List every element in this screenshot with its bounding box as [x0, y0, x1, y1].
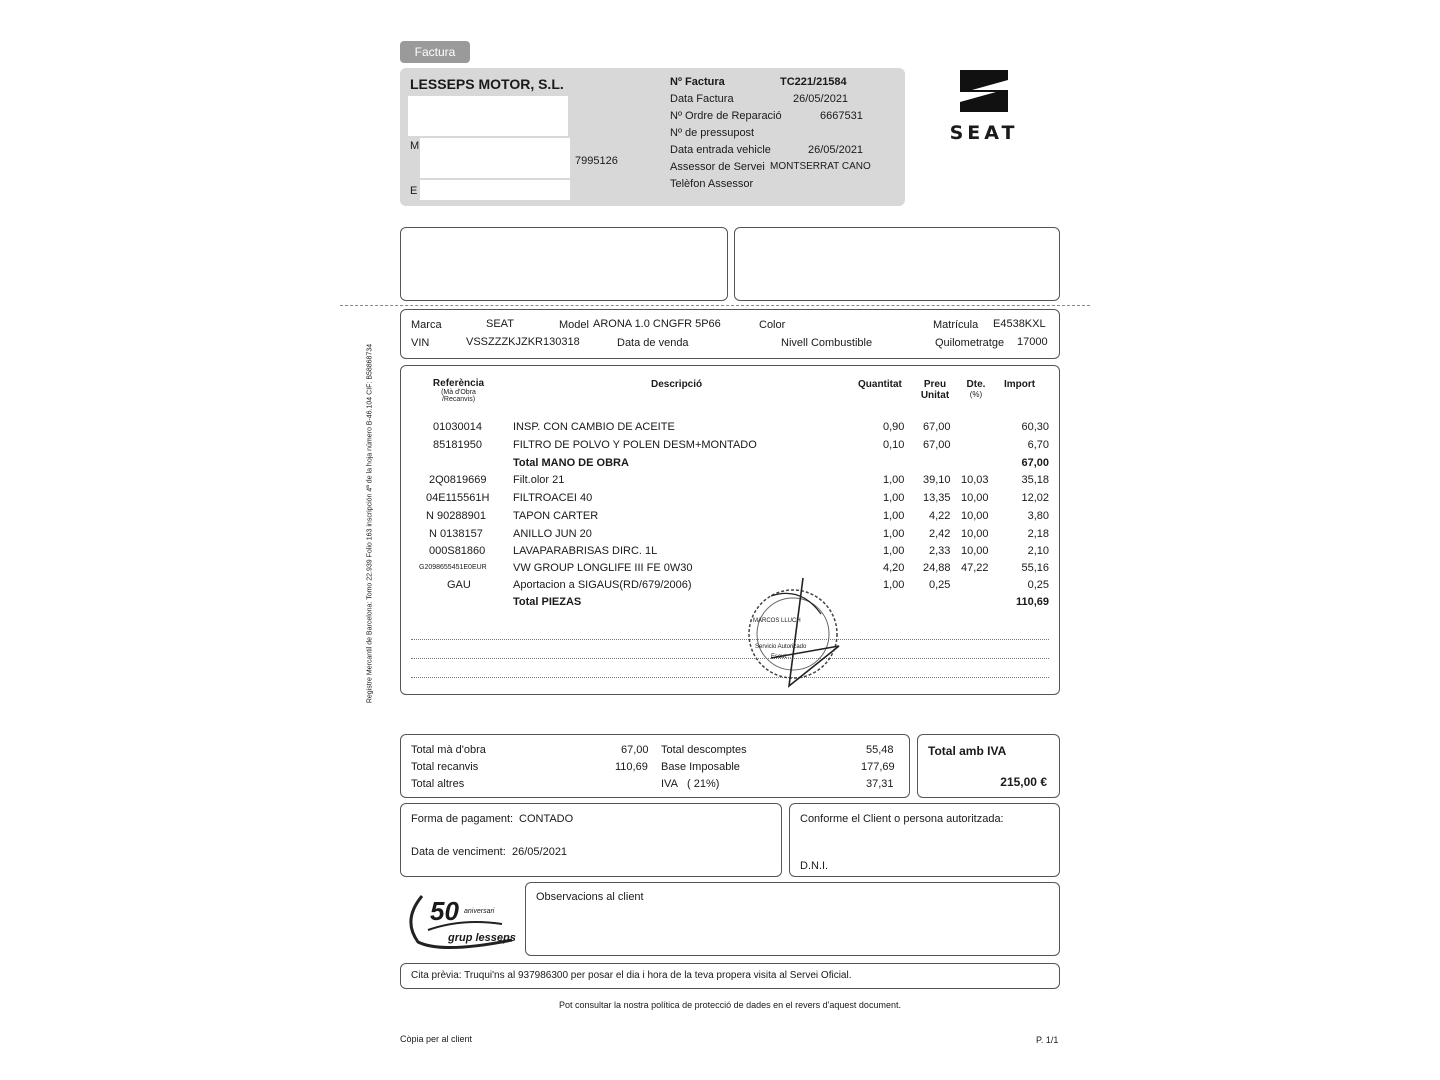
- dni-label: D.N.I.: [800, 860, 829, 872]
- total-discounts-label: Total descomptes: [661, 744, 747, 756]
- cell-qty: 1,00: [883, 545, 905, 557]
- cell-desc: Aportacion a SIGAUS(RD/679/2006): [513, 579, 692, 591]
- vehicle-vin: VSSZZZKJZKR130318: [466, 336, 580, 348]
- cell-ref: 000S81860: [429, 545, 486, 557]
- cell-ref: N 0138157: [429, 528, 483, 540]
- redacted-email: [420, 180, 570, 200]
- vehicle-matricula-label: Matrícula: [933, 319, 979, 331]
- vat-label: IVA: [661, 778, 678, 790]
- stamp-line-3: Escut...: [771, 654, 792, 660]
- cell-price: 13,35: [923, 492, 951, 504]
- cell-amount: 2,10: [1027, 545, 1049, 557]
- vat-amount: 37,31: [866, 778, 894, 790]
- vehicle-model: ARONA 1.0 CNGFR 5P66: [593, 318, 721, 330]
- tax-base: 177,69: [861, 761, 895, 773]
- cell-desc: Filt.olor 21: [513, 474, 565, 486]
- redacted-phone: [420, 138, 570, 178]
- separator-line: [340, 305, 1090, 306]
- cell-price: 2,42: [929, 528, 951, 540]
- seat-logo-text: SEAT: [949, 122, 1019, 144]
- seat-s-icon: [956, 66, 1012, 116]
- header-ref: Referència (Mà d'Obra /Recanvis): [432, 378, 485, 403]
- vehicle-km: 17000: [1017, 336, 1048, 348]
- cell-qty: 0,10: [883, 439, 905, 451]
- company-stamp: [741, 566, 851, 696]
- cell-disc: 47,22: [961, 562, 989, 574]
- seat-logo: [936, 66, 1032, 146]
- total-labour: 67,00: [621, 744, 649, 756]
- company-line-e: E: [410, 185, 418, 197]
- cell-amount: 6,70: [1027, 439, 1049, 451]
- cell-qty: 1,00: [883, 510, 905, 522]
- table-row-subtotal: [401, 596, 1059, 614]
- table-body: [401, 421, 1059, 611]
- cell-disc: 10,00: [961, 492, 989, 504]
- vehicle-marca-label: Marca: [411, 319, 442, 331]
- cell-price: 0,25: [929, 579, 951, 591]
- cell-qty: 1,00: [883, 492, 905, 504]
- vehicle-marca: SEAT: [486, 318, 514, 330]
- empty-rows: [411, 621, 1049, 678]
- table-row: [401, 492, 1059, 510]
- cell-desc: VW GROUP LONGLIFE III FE 0W30: [513, 562, 693, 574]
- grand-total-box: [917, 734, 1060, 798]
- header-amount: Import: [1004, 379, 1036, 390]
- due-date-label: Data de venciment:: [411, 846, 506, 858]
- privacy-note: Pot consultar la nostra política de protecció de dades en el revers d'aquest document.: [559, 1000, 901, 1010]
- observations-label: Observacions al client: [536, 891, 644, 903]
- cell-desc: ANILLO JUN 20: [513, 528, 592, 540]
- invoice-info: Nº Factura TC221/21584 Data Factura 26/05/2021 Nº Ordre de Reparació 6667531 Nº de pressupost Data entrada vehicle 26/05/2021 Assessor de Servei MONTSERRAT CANO Telèfon Assessor: [670, 76, 871, 190]
- appointment-text: Cita prèvia: Truqui'ns al 937986300 per posar el dia i hora de la teva propera visita al Servei Oficial.: [411, 970, 852, 981]
- table-row: [401, 545, 1059, 563]
- cell-disc: 10,00: [961, 510, 989, 522]
- page-number: P. 1/1: [1036, 1035, 1059, 1045]
- cell-desc: FILTROACEI 40: [513, 492, 593, 504]
- redacted-address: [408, 96, 568, 136]
- vehicle-matricula: E4538KXL: [993, 318, 1046, 330]
- cell-price: 4,22: [929, 510, 951, 522]
- cell-ref: 85181950: [433, 439, 482, 451]
- appointment-box: [400, 963, 1060, 989]
- observations-box: [525, 882, 1060, 956]
- conformity-box: [789, 803, 1060, 877]
- cell-ref: 01030014: [433, 421, 482, 433]
- cell-desc: FILTRO DE POLVO Y POLEN DESM+MONTADO: [513, 439, 757, 451]
- cell-amount: 3,80: [1027, 510, 1049, 522]
- total-labour-label: Total mà d'obra: [411, 744, 486, 756]
- table-row-subtotal: [401, 457, 1059, 475]
- cell-amount: 110,69: [1015, 596, 1049, 608]
- total-parts-label: Total recanvis: [411, 761, 479, 773]
- table-row: [401, 474, 1059, 492]
- payment-method: CONTADO: [519, 813, 574, 825]
- company-line-m: M: [410, 140, 420, 152]
- anniversary-number: 50: [430, 896, 459, 926]
- cell-disc: 10,00: [961, 528, 989, 540]
- cell-price: 39,10: [923, 474, 951, 486]
- total-parts: 110,69: [615, 761, 648, 773]
- totals-box: [400, 734, 910, 798]
- total-other-label: Total altres: [411, 778, 465, 790]
- stamp-line-1: MARCOS LLUCH: [753, 618, 801, 624]
- cell-amount: 35,18: [1021, 474, 1049, 486]
- tax-base-label: Base Imposable: [661, 761, 740, 773]
- cell-desc: INSP. CON CAMBIO DE ACEITE: [513, 421, 675, 433]
- grand-total: 215,00 €: [1000, 775, 1047, 789]
- cell-ref: N 90288901: [426, 510, 486, 522]
- vehicle-sale-date-label: Data de venda: [617, 337, 689, 349]
- document-tag: Factura: [400, 41, 470, 63]
- cell-qty: 1,00: [883, 474, 905, 486]
- cell-price: 67,00: [923, 421, 951, 433]
- payment-method-label: Forma de pagament:: [411, 813, 514, 825]
- side-legal-text: Registre Mercantil de Barcelona: Tomo 22.939 Folio 163 inscripción 4ª de la hoja número B-46.104 CIF: B58868734: [366, 343, 374, 704]
- table-row: [401, 439, 1059, 457]
- cell-amount: 60,30: [1021, 421, 1049, 433]
- cell-qty: 4,20: [883, 562, 905, 574]
- cell-desc: LAVAPARABRISAS DIRC. 1L: [513, 545, 658, 557]
- cell-qty: 1,00: [883, 579, 905, 591]
- header-block: [400, 68, 905, 206]
- header-qty: Quantitat: [858, 379, 902, 390]
- vehicle-color-label: Color: [759, 319, 786, 331]
- cell-qty: 1,00: [883, 528, 905, 540]
- grand-total-label: Total amb IVA: [928, 744, 1007, 758]
- conformity-label: Conforme el Client o persona autoritzada:: [800, 813, 1004, 825]
- vehicle-model-label: Model: [559, 319, 589, 331]
- cell-amount: 0,25: [1027, 579, 1049, 591]
- cell-desc: Total MANO DE OBRA: [513, 457, 629, 469]
- due-date: 26/05/2021: [512, 846, 568, 858]
- header-price: Preu Unitat: [920, 379, 950, 401]
- company-name: LESSEPS MOTOR, S.L.: [410, 76, 564, 92]
- cell-amount: 2,18: [1027, 528, 1049, 540]
- cell-desc: TAPON CARTER: [513, 510, 599, 522]
- vehicle-vin-label: VIN: [411, 337, 430, 349]
- cell-price: 2,33: [929, 545, 951, 557]
- copy-label: Còpia per al client: [400, 1034, 473, 1044]
- vat-rate: ( 21%): [687, 778, 720, 790]
- table-row: [401, 579, 1059, 597]
- header-disc: Dte. (%): [966, 379, 986, 399]
- company-phone-partial: 7995126: [575, 155, 618, 167]
- vehicle-fuel-label: Nivell Combustible: [781, 337, 873, 349]
- table-row: [401, 562, 1059, 580]
- anniversary-word: aniversari: [464, 908, 495, 915]
- customer-box-right: [734, 227, 1060, 301]
- total-discounts: 55,48: [866, 744, 894, 756]
- cell-desc: Total PIEZAS: [513, 596, 582, 608]
- anniversary-group: grup lesseps: [448, 932, 516, 944]
- cell-disc: 10,03: [961, 474, 989, 486]
- table-row: [401, 528, 1059, 546]
- anniversary-logo: [402, 884, 520, 954]
- cell-price: 24,88: [923, 562, 951, 574]
- table-row: [401, 510, 1059, 528]
- cell-ref: 04E115561H: [426, 492, 490, 504]
- cell-price: 67,00: [923, 439, 951, 451]
- header-desc: Descripció: [651, 379, 703, 390]
- stamp-seal-icon: [741, 566, 851, 696]
- table-row: [401, 421, 1059, 439]
- payment-box: [400, 803, 782, 877]
- cell-disc: 10,00: [961, 545, 989, 557]
- cell-ref: G2098655451E0EUR: [419, 564, 487, 571]
- customer-box-left: [400, 227, 728, 301]
- cell-qty: 0,90: [883, 421, 905, 433]
- cell-amount: 12,02: [1021, 492, 1049, 504]
- stamp-line-2: Servicio Autorizado: [755, 644, 807, 650]
- cell-ref: 2Q0819669: [429, 474, 487, 486]
- cell-amount: 55,16: [1021, 562, 1049, 574]
- cell-ref: GAU: [447, 579, 471, 591]
- vehicle-km-label: Quilometratge: [935, 337, 1005, 349]
- items-table: [400, 365, 1060, 695]
- cell-amount: 67,00: [1021, 457, 1049, 469]
- vehicle-box: [400, 309, 1060, 359]
